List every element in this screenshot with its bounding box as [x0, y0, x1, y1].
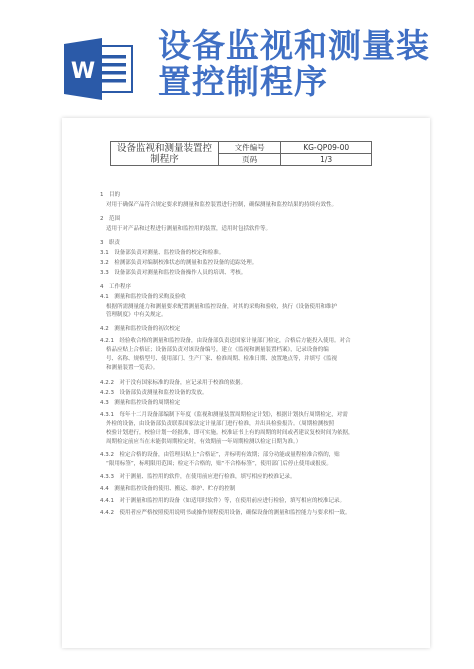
body-line: 格品应贴上合格证；设备部负责对该设备编号，建立《监视和测量装置档案》，记录设备的编: [106, 347, 329, 353]
body-line: 2 范围: [100, 216, 120, 222]
body-line: 适用于对产品和过程进行测量和监控用的装置，适用时包括软件等。: [106, 226, 272, 232]
body-line: 管理制度》中有关规定。: [106, 312, 167, 318]
body-line: 号、名称、规格型号、使用部门、生产厂家、检准周期、检准日期、放置地点等，并填写《监视: [106, 356, 338, 362]
doc-no-value: KG-QP09-00: [281, 142, 372, 154]
page-label: 页码: [219, 154, 281, 166]
body-line: 4.2.3 设备部负责测量和监控设备的发放。: [100, 390, 208, 396]
body-line: 3 职责: [100, 240, 120, 246]
body-line: 4.3.1 每年十二月设备部编制下年度《监视和测量装置周期检定计划》，根据计划执行周期检定，对需: [100, 412, 348, 418]
body-line: 周期检定前应当在未能供周期检定时，有效期前一年周期检测以检定日期为准。）: [106, 439, 302, 445]
document-page: [62, 118, 430, 648]
body-line: “限用标签”，标明限用范围；检定不合格的，贴“不合格标签”，使用部门后停止使用或报废。: [106, 461, 332, 467]
page-header: [0, 0, 474, 110]
body-line: 校验计划进行，校验计划一经批准，即可实施。校准证书上有的周期的时间或者建议复校时间为依据，: [106, 430, 354, 436]
body-line: 1 目的: [100, 192, 120, 198]
body-line: 4.1 测量和监控设备的采购及验收: [100, 294, 186, 300]
page-value: 1/3: [281, 154, 372, 166]
body-line: 外检的设备，由设备部负责联系国家法定计量部门进行检准，并出具检验报告。（周期检测按照: [106, 421, 335, 427]
body-line: 4 工作程序: [100, 284, 131, 290]
body-line: 4.2 测量和监控设备的初次校定: [100, 326, 181, 332]
svg-text:W: W: [70, 59, 96, 84]
document-name: 设备监视和测量装置控制程序: [111, 142, 219, 166]
doc-no-label: 文件编号: [219, 142, 281, 154]
document-meta-table: [110, 141, 372, 166]
body-line: 4.2.1 经验收合格的测量和监控设备，由设备部负责送国家计量部门检定，合格后方能投入使用。对合: [100, 338, 351, 344]
body-line: 根据所需测量能力和测量要求配置测量和监控设备，对其的采购和验收，执行《设备使用和维护: [106, 304, 338, 310]
body-line: 3.3 设备部负责对测量和监控设备操作人员的培训、考核。: [100, 270, 247, 276]
body-line: 4.4.2 使用者应严格按照使用说明书或操作规程使用设备，确保设备的测量和监控能力与要求相一致。: [100, 510, 351, 516]
body-line: 4.3.3 对于测量、监控用的软件，在使用前应进行检准，填写相应的校准记录。: [100, 474, 296, 480]
body-line: 4.4 测量和监控设备的使用、搬运、维护、贮存的控制: [100, 486, 236, 492]
body-line: 4.2.2 对于没有国家标准的设备，应记录用于校准的依据。: [100, 380, 246, 386]
title-line-2: 置控制程序: [158, 62, 328, 101]
body-line: 和测量装置一览表》。: [106, 365, 159, 371]
body-line: 3.2 检测部负责对编制校准状态的测量和监控设备的追踪处理。: [100, 260, 258, 266]
page-title: [158, 28, 458, 100]
body-line: 4.3 测量和监控设备的周期检定: [100, 400, 181, 406]
title-line-1: 设备监视和测量装: [158, 26, 430, 65]
body-line: 3.1 设备部负责对测量、监控设备的校定和检准。: [100, 250, 225, 256]
body-line: 4.3.2 检定合格的设备，由管理员贴上“合格证”，并标明有效期；部分功能或量程检准合格的，贴: [100, 452, 340, 458]
body-line: 对用于确保产品符合规定要求的测量和监控装置进行控制，确保测量和监控结果的持续有效性。: [106, 202, 338, 208]
body-line: 4.4.1 对于测量和监控用的设备（如适用时软件）等，在使用前应进行检验，填写相应的校准记录。: [100, 498, 345, 504]
word-icon: [62, 38, 136, 100]
